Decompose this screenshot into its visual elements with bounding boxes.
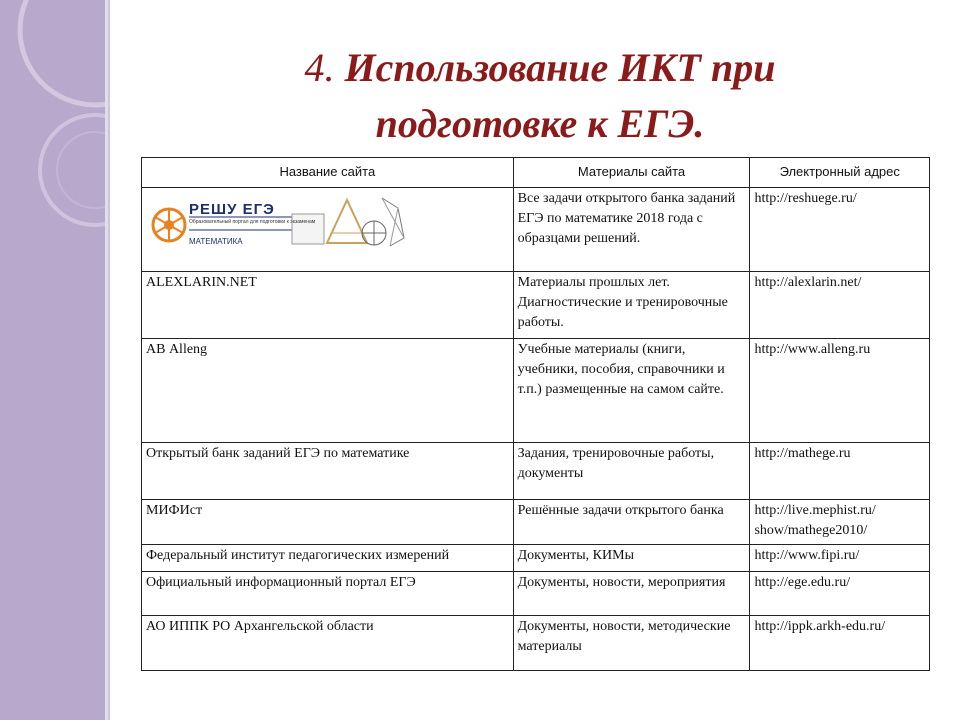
site-url-link[interactable]: http://www.fipi.ru/ — [750, 545, 930, 572]
site-name: АВ Alleng — [142, 339, 514, 443]
slide-title — [190, 40, 890, 152]
site-materials: Документы, новости, методические материалы — [513, 616, 750, 671]
site-url-link[interactable]: http://reshuege.ru/ — [750, 188, 930, 272]
site-url-link[interactable]: http://live.mephist.ru/ show/mathege2010/ — [750, 500, 930, 545]
site-materials: Задания, тренировочные работы, документы — [513, 443, 750, 500]
header-site-materials: Материалы сайта — [513, 158, 750, 188]
site-name: Федеральный институт педагогических измерений — [142, 545, 514, 572]
site-name: Официальный информационный портал ЕГЭ — [142, 572, 514, 616]
site-url-link[interactable]: http://ege.edu.ru/ — [750, 572, 930, 616]
reshuege-logo-cell — [142, 188, 514, 272]
decorative-sidebar — [0, 0, 105, 720]
site-name: ALEXLARIN.NET — [142, 272, 514, 339]
header-site-name: Название сайта — [142, 158, 514, 188]
site-materials: Материалы прошлых лет. Диагностические и тренировочные работы. — [513, 272, 750, 339]
websites-table — [141, 157, 930, 671]
site-name: Открытый банк заданий ЕГЭ по математике — [142, 443, 514, 500]
site-materials: Решённые задачи открытого банка — [513, 500, 750, 545]
decorative-circles — [0, 0, 105, 720]
site-url-link[interactable]: http://ippk.arkh-edu.ru/ — [750, 616, 930, 671]
table-header-row — [142, 158, 930, 188]
site-name: МИФИст — [142, 500, 514, 545]
table-row — [142, 545, 930, 572]
title-line-1: Использование ИКТ при — [344, 45, 776, 90]
table-row — [142, 572, 930, 616]
site-url-link[interactable]: http://alexlarin.net/ — [750, 272, 930, 339]
table-row — [142, 272, 930, 339]
site-materials: Учебные материалы (книги, учебники, пособия, справочники и т.п.) размещенные на самом сайте. — [513, 339, 750, 443]
table-row — [142, 443, 930, 500]
table-row — [142, 616, 930, 671]
reshuege-logo-subject: МАТЕМАТИКА — [189, 237, 243, 246]
table-row — [142, 500, 930, 545]
reshuege-logo-tagline: Образовательный портал для подготовки к экзаменам — [189, 219, 316, 225]
site-url-link[interactable]: http://www.alleng.ru — [750, 339, 930, 443]
reshuege-logo — [142, 188, 513, 267]
site-materials: Все задачи открытого банка заданий ЕГЭ по математике 2018 года с образцами решений. — [513, 188, 750, 272]
header-site-url: Электронный адрес — [750, 158, 930, 188]
sidebar-divider-inner — [108, 0, 110, 720]
site-url-link[interactable]: http://mathege.ru — [750, 443, 930, 500]
reshuege-logo-brand: РЕШУ ЕГЭ — [189, 201, 275, 218]
title-line-2: подготовке к ЕГЭ. — [375, 101, 705, 146]
table-row — [142, 339, 930, 443]
site-materials: Документы, новости, мероприятия — [513, 572, 750, 616]
title-number: 4. — [304, 45, 335, 90]
site-name: АО ИППК РО Архангельской области — [142, 616, 514, 671]
site-materials: Документы, КИМы — [513, 545, 750, 572]
table-row — [142, 188, 930, 272]
